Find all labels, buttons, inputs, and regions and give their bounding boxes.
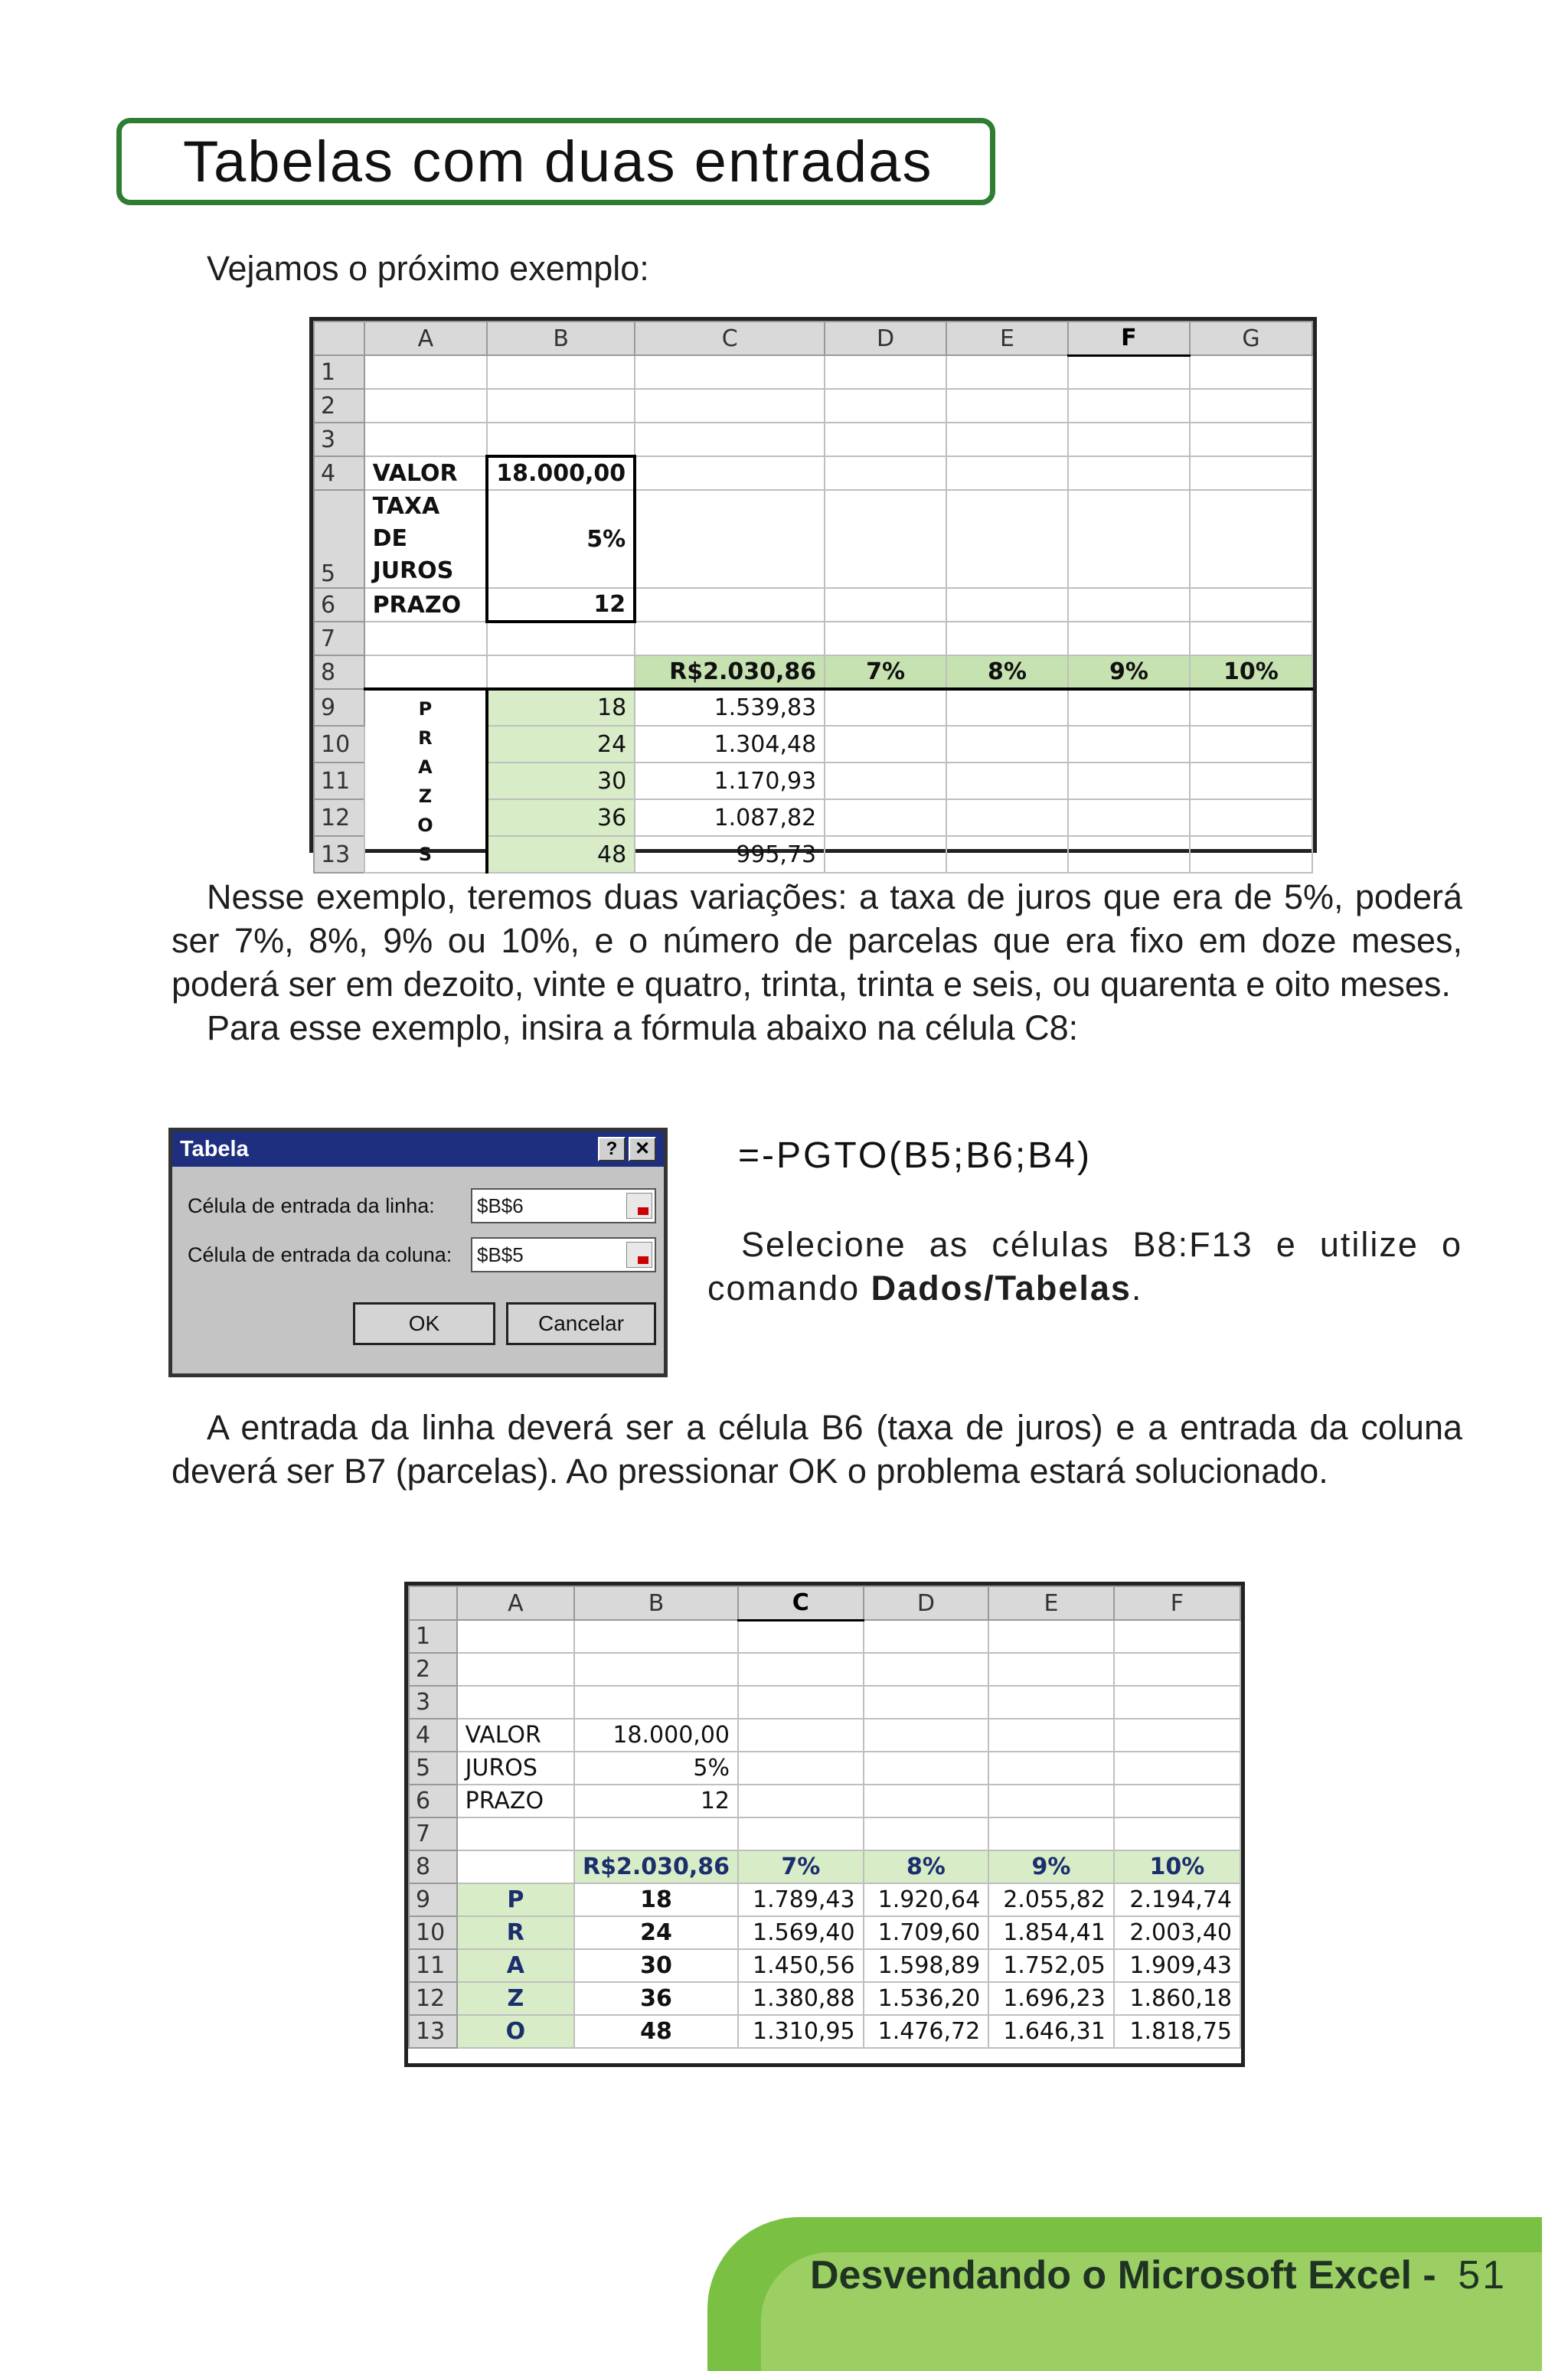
col-header[interactable]: D <box>825 322 946 355</box>
instruction-text: Selecione as células B8:F13 e utilize o comando Dados/Tabelas. <box>707 1225 1462 1308</box>
cell-prazo-letter[interactable]: O <box>457 2015 574 2048</box>
col-header[interactable]: C <box>635 322 825 355</box>
cell-formula[interactable]: R$2.030,86 <box>574 1850 738 1883</box>
cell-c8-formula[interactable]: R$2.030,86 <box>635 655 825 689</box>
cell-rate[interactable]: 7% <box>825 655 946 689</box>
cell-payment[interactable]: 1.598,89 <box>864 1949 989 1982</box>
ok-button[interactable]: OK <box>353 1302 495 1345</box>
row-header[interactable]: 13 <box>314 836 364 873</box>
cell-prazo-value[interactable]: 24 <box>487 726 635 763</box>
cell-payment[interactable]: 995,73 <box>635 836 825 873</box>
row-header[interactable]: 1 <box>409 1620 457 1653</box>
cell-prazo-label[interactable]: PRAZO <box>364 588 488 622</box>
row-header[interactable]: 12 <box>409 1982 457 2015</box>
row-header[interactable]: 2 <box>314 389 364 423</box>
col-header[interactable]: B <box>487 322 635 355</box>
row-header[interactable]: 3 <box>314 423 364 456</box>
col-input-label: Célula de entrada da coluna: <box>188 1243 452 1266</box>
prazos-vertical-label[interactable]: P R A Z O S <box>364 689 488 873</box>
col-header[interactable]: B <box>574 1586 738 1620</box>
cell-payment[interactable]: 1.304,48 <box>635 726 825 763</box>
col-header[interactable]: G <box>1190 322 1312 355</box>
cell-payment[interactable]: 1.709,60 <box>864 1916 989 1949</box>
col-header[interactable]: E <box>946 322 1068 355</box>
cell-prazo-label[interactable]: PRAZO <box>457 1785 574 1817</box>
row-header[interactable]: 5 <box>314 490 364 588</box>
cell-payment[interactable]: 1.310,95 <box>738 2015 864 2048</box>
row-header[interactable]: 6 <box>314 588 364 622</box>
collapse-dialog-icon[interactable] <box>626 1193 652 1219</box>
row-input-label: Célula de entrada da linha: <box>188 1194 435 1217</box>
row-header[interactable]: 4 <box>409 1719 457 1752</box>
col-header[interactable]: F <box>1114 1586 1240 1620</box>
cell-taxa-label[interactable]: TAXA DE JUROS <box>364 490 488 588</box>
footer-separator: - <box>1423 2253 1436 2298</box>
cell-payment[interactable]: 1.170,93 <box>635 763 825 799</box>
cell-prazo-value[interactable]: 30 <box>574 1949 738 1982</box>
footer-text <box>810 2252 1507 2298</box>
intro-text: Vejamos o próximo exemplo: <box>207 249 649 288</box>
cell-juros-label[interactable]: JUROS <box>457 1752 574 1785</box>
cell-payment[interactable]: 2.003,40 <box>1114 1916 1240 1949</box>
cell-payment[interactable]: 1.789,43 <box>738 1883 864 1916</box>
col-input-field[interactable]: $B$5 <box>471 1237 656 1272</box>
col-header[interactable]: D <box>864 1586 989 1620</box>
cell-prazo-value[interactable]: 30 <box>487 763 635 799</box>
cell-juros[interactable]: 5% <box>574 1752 738 1785</box>
cell-prazo-letter[interactable]: Z <box>457 1982 574 2015</box>
cell-valor[interactable]: 18.000,00 <box>574 1719 738 1752</box>
cell-rate[interactable]: 10% <box>1190 655 1312 689</box>
dialog-title: Tabela <box>180 1136 249 1161</box>
row-header[interactable]: 4 <box>314 456 364 490</box>
col-header[interactable]: A <box>364 322 488 355</box>
cell-payment[interactable]: 1.569,40 <box>738 1916 864 1949</box>
sheet1-grid <box>313 321 1313 874</box>
formula-text: =-PGTO(B5;B6;B4) <box>738 1135 1092 1176</box>
row-header[interactable]: 13 <box>409 2015 457 2048</box>
cell-payment[interactable]: 1.539,83 <box>635 689 825 726</box>
row-header[interactable]: 5 <box>409 1752 457 1785</box>
cell-prazo-value[interactable]: 18 <box>487 689 635 726</box>
section-title-box <box>116 118 995 205</box>
cell-prazo-value[interactable]: 48 <box>574 2015 738 2048</box>
row-header[interactable]: 3 <box>409 1686 457 1719</box>
section-title: Tabelas com duas entradas <box>183 129 933 194</box>
close-button[interactable]: ✕ <box>629 1137 656 1161</box>
row-header[interactable]: 6 <box>409 1785 457 1817</box>
menu-command: Dados/Tabelas <box>871 1269 1132 1308</box>
cell-payment[interactable]: 1.818,75 <box>1114 2015 1240 2048</box>
col-header-selected[interactable]: C <box>738 1586 864 1620</box>
cell-payment[interactable]: 1.854,41 <box>988 1916 1114 1949</box>
cell-payment[interactable]: 2.055,82 <box>988 1883 1114 1916</box>
paragraph-formula-intro: Para esse exemplo, insira a fórmula abaixo na célula C8: <box>207 1008 1079 1047</box>
paragraph-variations: Nesse exemplo, teremos duas variações: a taxa de juros que era de 5%, poderá ser 7%, 8%, 9% ou 10%, e o número de parcelas que era fixo em doze meses, poderá ser em dezoito, vinte e quatro, trinta, trinta e seis, ou quarenta e oito meses. <box>172 877 1462 1004</box>
paragraph-result: A entrada da linha deverá ser a célula B6 (taxa de juros) e a entrada da coluna deverá ser B7 (parcelas). Ao pressionar OK o problema estará solucionado. <box>172 1408 1462 1491</box>
sheet2-grid <box>408 1586 1241 2049</box>
cell-prazo-value[interactable]: 36 <box>487 799 635 836</box>
cell-payment[interactable]: 1.536,20 <box>864 1982 989 2015</box>
book-title: Desvendando o Microsoft Excel <box>810 2253 1412 2298</box>
row-input-field[interactable]: $B$6 <box>471 1188 656 1223</box>
cell-rate[interactable]: 9% <box>988 1850 1114 1883</box>
row-header[interactable]: 9 <box>409 1883 457 1916</box>
cell-valor-label[interactable]: VALOR <box>457 1719 574 1752</box>
cell-rate[interactable]: 8% <box>946 655 1068 689</box>
row-header[interactable]: 9 <box>314 689 364 726</box>
row-header[interactable]: 8 <box>314 655 364 689</box>
row-header[interactable]: 8 <box>409 1850 457 1883</box>
cell-rate[interactable]: 7% <box>738 1850 864 1883</box>
cell-prazo-letter[interactable]: A <box>457 1949 574 1982</box>
tabela-dialog <box>168 1128 668 1377</box>
row-header[interactable]: 10 <box>314 726 364 763</box>
row-header[interactable]: 10 <box>409 1916 457 1949</box>
row-header[interactable]: 2 <box>409 1653 457 1686</box>
body-paragraphs-1 <box>172 875 1462 1050</box>
cell-prazo-value[interactable]: 48 <box>487 836 635 873</box>
cell-payment[interactable]: 1.752,05 <box>988 1949 1114 1982</box>
row-header[interactable]: 7 <box>314 622 364 655</box>
cell-payment[interactable]: 1.450,56 <box>738 1949 864 1982</box>
cell-rate[interactable]: 8% <box>864 1850 989 1883</box>
corner-cell[interactable] <box>409 1586 457 1620</box>
body-paragraph-3 <box>172 1406 1462 1493</box>
cell-rate[interactable]: 9% <box>1068 655 1190 689</box>
collapse-dialog-icon[interactable] <box>626 1242 652 1268</box>
spreadsheet-example-1 <box>309 317 1317 868</box>
cell-prazo-letter[interactable]: R <box>457 1916 574 1949</box>
row-header[interactable]: 12 <box>314 799 364 836</box>
spreadsheet-example-2 <box>404 1582 1245 2067</box>
cell-payment[interactable]: 1.380,88 <box>738 1982 864 2015</box>
cell-payment[interactable]: 2.194,74 <box>1114 1883 1240 1916</box>
row-header[interactable]: 11 <box>409 1949 457 1982</box>
cell-payment[interactable]: 1.476,72 <box>864 2015 989 2048</box>
cell-payment[interactable]: 1.920,64 <box>864 1883 989 1916</box>
row-header[interactable]: 1 <box>314 355 364 389</box>
cell-prazo[interactable]: 12 <box>574 1785 738 1817</box>
cell-valor[interactable]: 18.000,00 <box>487 456 635 490</box>
cell-payment[interactable]: 1.860,18 <box>1114 1982 1240 2015</box>
cell-payment[interactable]: 1.696,23 <box>988 1982 1114 2015</box>
cell-payment[interactable]: 1.909,43 <box>1114 1949 1240 1982</box>
cell-prazo-value[interactable]: 24 <box>574 1916 738 1949</box>
cell-taxa[interactable]: 5% <box>487 490 635 588</box>
page-number: 51 <box>1458 2253 1508 2298</box>
row-header[interactable]: 11 <box>314 763 364 799</box>
help-button[interactable]: ? <box>598 1137 626 1161</box>
col-header[interactable]: A <box>457 1586 574 1620</box>
cell-prazo-value[interactable]: 36 <box>574 1982 738 2015</box>
cell-payment[interactable]: 1.087,82 <box>635 799 825 836</box>
corner-cell[interactable] <box>314 322 364 355</box>
row-header[interactable]: 7 <box>409 1817 457 1850</box>
col-header-selected[interactable]: F <box>1068 322 1190 355</box>
cell-prazo-letter[interactable]: P <box>457 1883 574 1916</box>
dialog-titlebar <box>172 1132 664 1167</box>
cell-rate[interactable]: 10% <box>1114 1850 1240 1883</box>
cell-prazo-value[interactable]: 18 <box>574 1883 738 1916</box>
cancel-button[interactable]: Cancelar <box>506 1302 656 1345</box>
col-header[interactable]: E <box>988 1586 1114 1620</box>
cell-prazo[interactable]: 12 <box>487 588 635 622</box>
cell-valor-label[interactable]: VALOR <box>364 456 488 490</box>
cell-payment[interactable]: 1.646,31 <box>988 2015 1114 2048</box>
